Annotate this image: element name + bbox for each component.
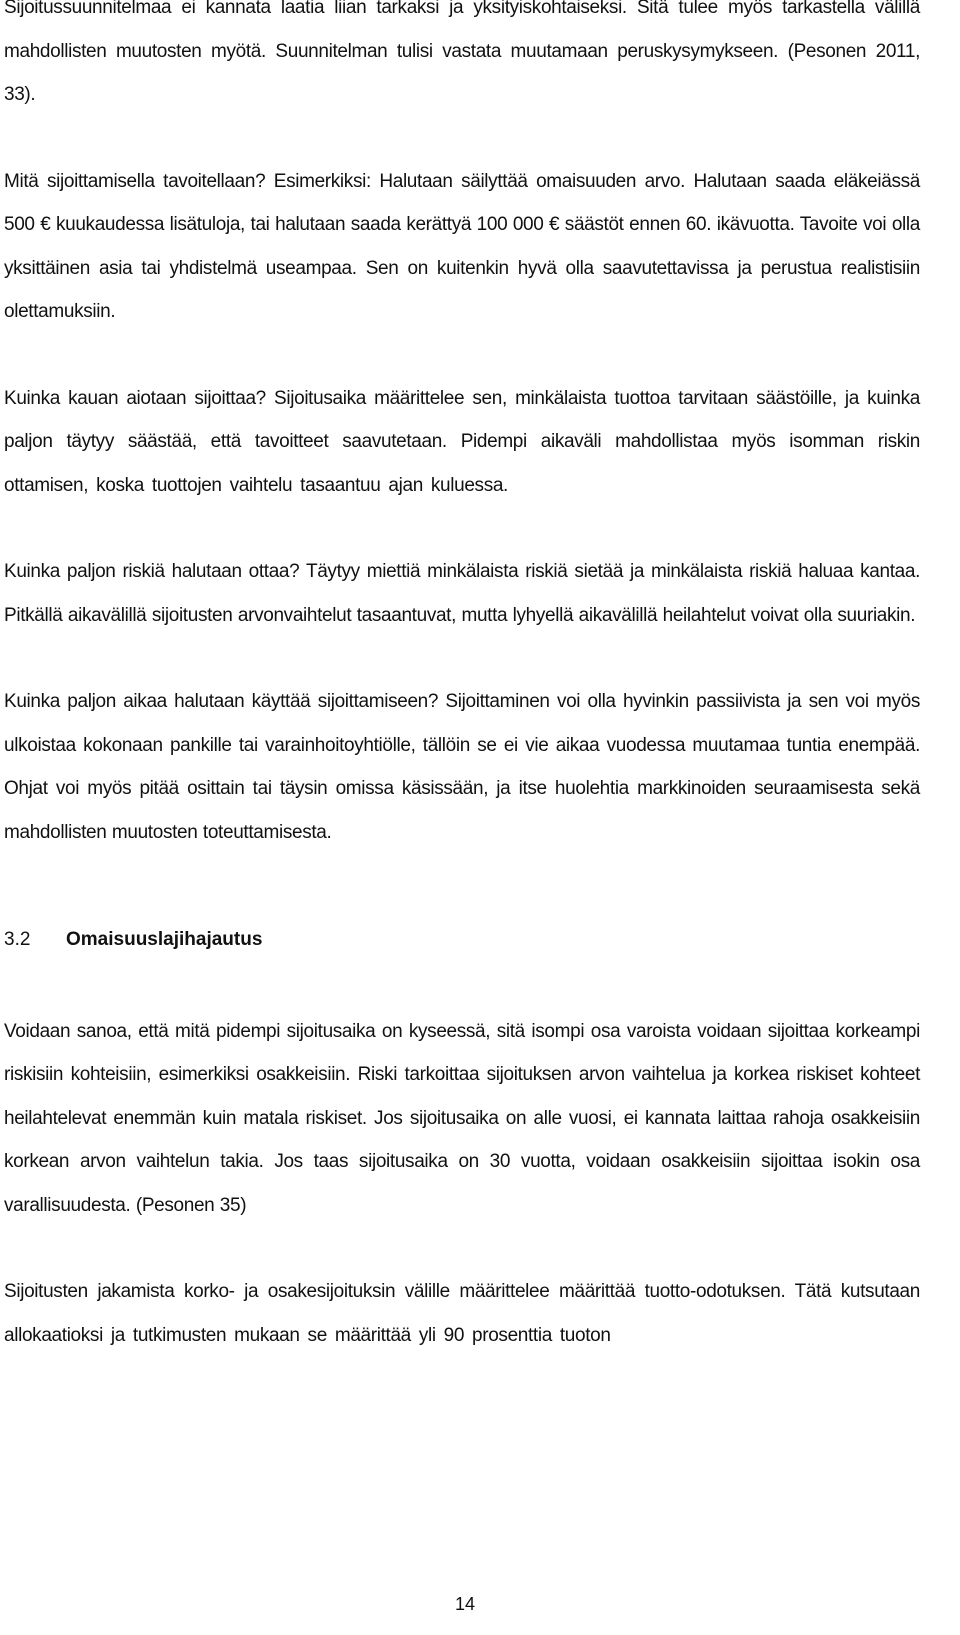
page-number: 14 xyxy=(454,1594,476,1614)
paragraph-risk-question: Kuinka paljon riskiä halutaan ottaa? Täytyy miettiä minkälaista riskiä sietää ja minkälaista riskiä haluaa kantaa. Pitkällä aikavälillä sijoitusten arvonvaihtelut tasaantuvat, mutta lyhyellä aikavälillä heilahtelut voivat olla suuriakin. xyxy=(4,561,920,626)
section-heading xyxy=(4,918,920,962)
paragraph-allocation-definition: Sijoitusten jakamista korko- ja osakesijoituksin välille määrittelee määrittää tuotto-odotuksen. Tätä kutsutaan allokaatioksi ja tutkimusten mukaan se määrittää yli 90 prosenttia tuoton xyxy=(4,1281,920,1346)
paragraph-intro: Sijoitussuunnitelmaa ei kannata laatia liian tarkaksi ja yksityiskohtaiseksi. Sitä tulee myös tarkastella välillä mahdollisten muutosten myötä. Suunnitelman tulisi vastata muutamaan peruskysymykseen. (Pesonen 2011, 33). xyxy=(4,0,920,105)
paragraph-goal-question: Mitä sijoittamisella tavoitellaan? Esimerkiksi: Halutaan säilyttää omaisuuden arvo. Halutaan saada eläkeiässä 500 € kuukaudessa lisätuloja, tai halutaan saada kerättyä 100 000 € säästöt ennen 60. ikävuotta. Tavoite voi olla yksittäinen asia tai yhdistelmä useampaa. Sen on kuitenkin hyvä olla saavutettavissa ja perustua realistisiin olettamuksiin. xyxy=(4,170,920,322)
paragraph-allocation-intro: Voidaan sanoa, että mitä pidempi sijoitusaika on kyseessä, sitä isompi osa varoista voidaan sijoittaa korkeampi riskisiin kohteisiin, esimerkiksi osakkeisiin. Riski tarkoittaa sijoituksen arvon vaihtelua ja korkea riskiset kohteet heilahtelevat enemmän kuin matala riskiset. Jos sijoitusaika on alle vuosi, ei kannata laittaa rahoja osakkeisiin korkean arvon vaihtelun takia. Jos taas sijoitusaika on 30 vuotta, voidaan osakkeisiin sijoittaa isokin osa varallisuudesta. (Pesonen 35) xyxy=(4,1020,920,1216)
paragraph-time-question: Kuinka paljon aikaa halutaan käyttää sijoittamiseen? Sijoittaminen voi olla hyvinkin passiivista ja sen voi myös ulkoistaa kokonaan pankille tai varainhoitoyhtiölle, tällöin se ei vie aikaa vuodessa muutamaa tuntia enempää. Ohjat voi myös pitää osittain tai täysin omissa käsissään, ja itse huolehtia markkinoiden seuraamisesta sekä mahdollisten muutosten toteuttamisesta. xyxy=(4,691,920,843)
section-number: 3.2 xyxy=(4,929,31,950)
page-content xyxy=(4,0,920,1400)
section-title: Omaisuuslajihajautus xyxy=(66,929,263,950)
paragraph-duration-question: Kuinka kauan aiotaan sijoittaa? Sijoitusaika määrittelee sen, minkälaista tuottoa tarvitaan säästöille, ja kuinka paljon täytyy säästää, että tavoitteet saavutetaan. Pidempi aikaväli mahdollistaa myös isomman riskin ottamisen, koska tuottojen vaihtelu tasaantuu ajan kuluessa. xyxy=(4,387,920,496)
